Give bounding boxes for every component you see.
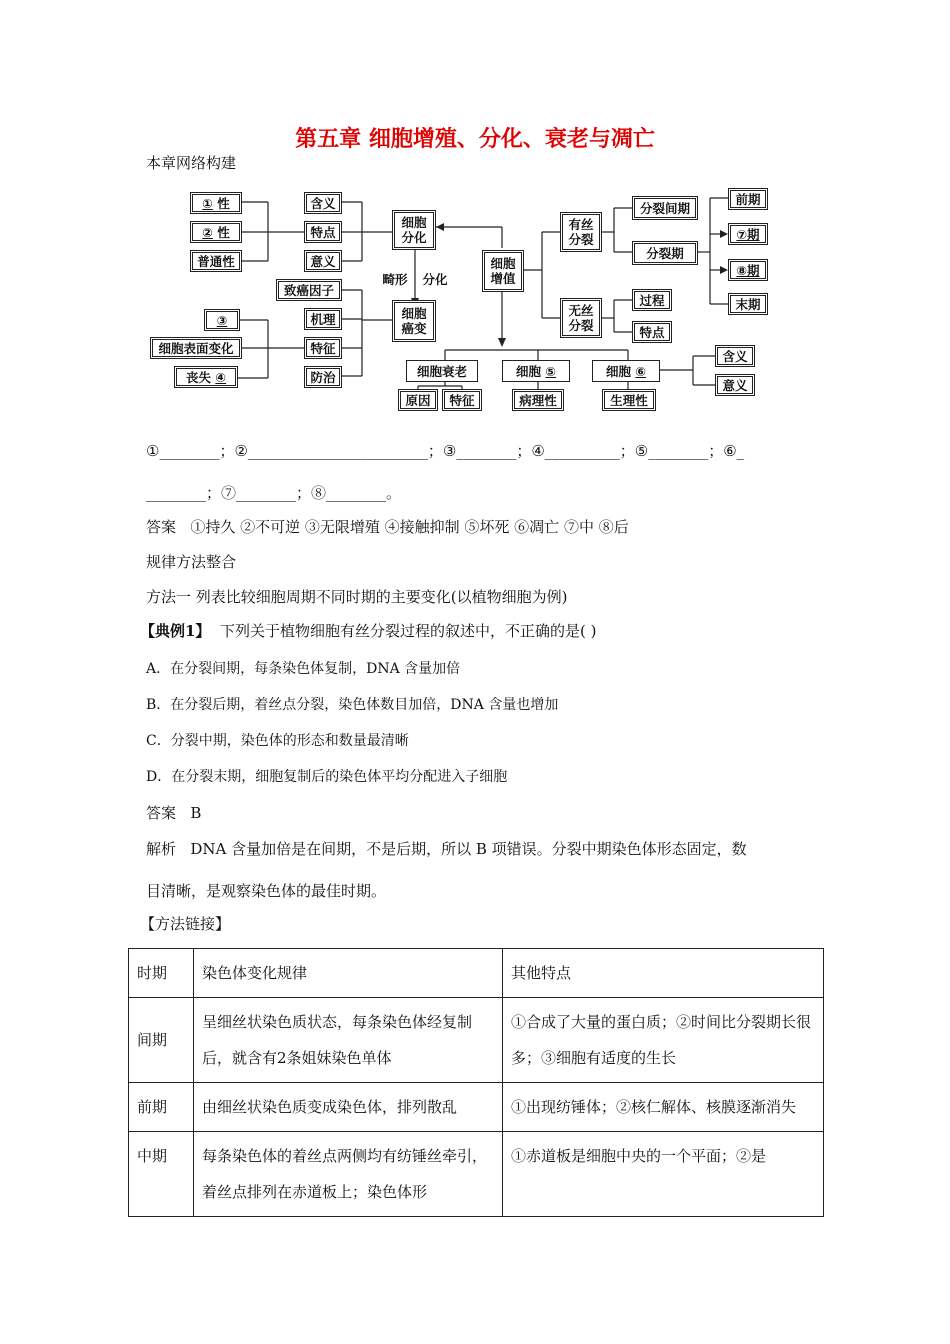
table-cell: 中期 [129, 1132, 194, 1217]
table-cell: 由细丝状染色质变成染色体，排列散乱 [194, 1083, 503, 1132]
blank-4: ④ [215, 369, 226, 385]
phase-comparison-table [128, 948, 824, 1217]
table-cell: ①合成了大量的蛋白质；②时间比分裂期长很多；③细胞有适度的生长 [503, 998, 824, 1083]
table-cell: 前期 [129, 1083, 194, 1132]
table-cell: 每条染色体的着丝点两侧均有纺锤丝牵引，着丝点排列在赤道板上；染色体形 [194, 1132, 503, 1217]
table-cell: ①出现纺锤体；②核仁解体、核膜逐渐消失 [503, 1083, 824, 1132]
option-c: C．分裂中期，染色体的形态和数量最清晰 [146, 733, 409, 749]
concept-map-diagram [140, 180, 780, 420]
node-cell-aging: 细胞衰老 [406, 360, 478, 382]
node-property-1 [190, 192, 242, 214]
node-pathological: 病理性 [512, 389, 564, 411]
node-prevention: 防治 [304, 366, 342, 388]
node-cell-cancer: 细胞 癌变 [392, 300, 436, 342]
node-mitosis: 有丝 分裂 [560, 212, 602, 252]
blank-6: ⑥ [635, 363, 646, 379]
option-a: A．在分裂间期，每条染色体复制，DNA 含量加倍 [146, 661, 461, 677]
node-blank-7: ⑦期 [728, 223, 768, 245]
label-differentiation: 分化 [422, 271, 448, 287]
blank-2: ② [202, 224, 213, 240]
option-d: D．在分裂末期，细胞复制后的染色体平均分配进入子细胞 [146, 769, 508, 785]
analysis-line-2: 目清晰，是观察染色体的最佳时期。 [146, 882, 387, 900]
node-cell-blank-5: 细胞 ⑤ [502, 360, 570, 382]
node-surface-change: 细胞表面变化 [150, 337, 242, 359]
option-b: B．在分裂后期，着丝点分裂，染色体数目加倍，DNA 含量也增加 [146, 697, 559, 713]
table-row [129, 998, 824, 1083]
table-row [129, 1083, 824, 1132]
analysis-line-1 [146, 838, 747, 859]
fill-blank-line-2: ________；⑦________；⑧________。 [146, 484, 402, 502]
node-apoptosis-significance: 意义 [715, 374, 755, 396]
table-row [129, 1132, 824, 1217]
blank-5: ⑤ [545, 363, 556, 379]
node-apoptosis-meaning: 含义 [715, 345, 755, 367]
answer-2 [146, 802, 201, 823]
node-amitosis-process: 过程 [632, 289, 672, 311]
node-cell-blank-6: 细胞 ⑥ [592, 360, 660, 382]
node-blank-8: ⑧期 [728, 259, 768, 281]
node-telophase: 末期 [728, 293, 768, 315]
page-title: 第五章 细胞增殖、分化、衰老与凋亡 [295, 127, 655, 152]
method-link-heading: 【方法链接】 [140, 915, 231, 933]
node-amitosis-features: 特点 [632, 321, 672, 343]
node-lost-4: 丧失 ④ [174, 366, 238, 388]
section-heading: 本章网络构建 [146, 154, 237, 172]
table-header-cell: 染色体变化规律 [194, 949, 503, 998]
node-mechanism: 机理 [304, 308, 342, 330]
node-physiological: 生理性 [602, 389, 656, 411]
node-aging-cause: 原因 [398, 389, 438, 411]
analysis-text-1: DNA 含量加倍是在间期，不是后期，所以 B 项错误。分裂中期染色体形态固定，数 [190, 840, 747, 858]
node-property-1-suffix: 性 [217, 195, 230, 211]
analysis-label: 解析 [146, 840, 177, 858]
table-header-row [129, 949, 824, 998]
method-1-heading: 方法一 列表比较细胞周期不同时期的主要变化(以植物细胞为例) [146, 588, 568, 606]
node-cell-differentiation: 细胞 分化 [392, 210, 436, 250]
answer-1 [146, 516, 629, 537]
answer-1-label: 答案 [146, 518, 177, 536]
node-amitosis: 无丝 分裂 [560, 298, 602, 338]
blank-1: ① [202, 195, 213, 211]
table-header-cell: 其他特点 [503, 949, 824, 998]
node-differentiation-significance: 意义 [304, 250, 342, 272]
node-cell-proliferation: 细胞 增值 [482, 250, 524, 292]
node-cancer-features: 特征 [304, 337, 342, 359]
node-interphase: 分裂间期 [632, 196, 698, 220]
example-label: 【典例1】 [140, 622, 211, 640]
node-carcinogen: 致癌因子 [276, 279, 342, 301]
node-prophase: 前期 [728, 188, 768, 210]
node-differentiation-meaning: 含义 [304, 192, 342, 214]
table-cell: 呈细丝状染色质状态，每条染色体经复制后，就含有2条姐妹染色单体 [194, 998, 503, 1083]
node-division-phase: 分裂期 [632, 241, 698, 265]
answer-2-label: 答案 [146, 804, 177, 822]
node-differentiation-features: 特点 [304, 221, 342, 243]
answer-2-text: B [190, 804, 202, 822]
node-property-2 [190, 221, 242, 243]
answer-1-text: ①持久 ②不可逆 ③无限增殖 ④接触抑制 ⑤坏死 ⑥凋亡 ⑦中 ⑧后 [190, 518, 629, 536]
table-header-cell: 时期 [129, 949, 194, 998]
example-question-text: 下列关于植物细胞有丝分裂过程的叙述中，不正确的是( ) [219, 622, 597, 640]
node-aging-features: 特征 [442, 389, 482, 411]
rule-heading: 规律方法整合 [146, 553, 237, 571]
example-question [140, 620, 596, 641]
node-property-2-suffix: 性 [217, 224, 230, 240]
fill-blank-line-1: ①________；②________________________；③________；④__________；⑤________；⑥_ [146, 442, 745, 460]
table-cell: 间期 [129, 998, 194, 1083]
node-blank-3: ③ [204, 309, 240, 331]
table-cell: ①赤道板是细胞中央的一个平面；②是 [503, 1132, 824, 1217]
label-abnormal: 畸形 [382, 271, 408, 287]
node-universality: 普通性 [190, 250, 242, 272]
